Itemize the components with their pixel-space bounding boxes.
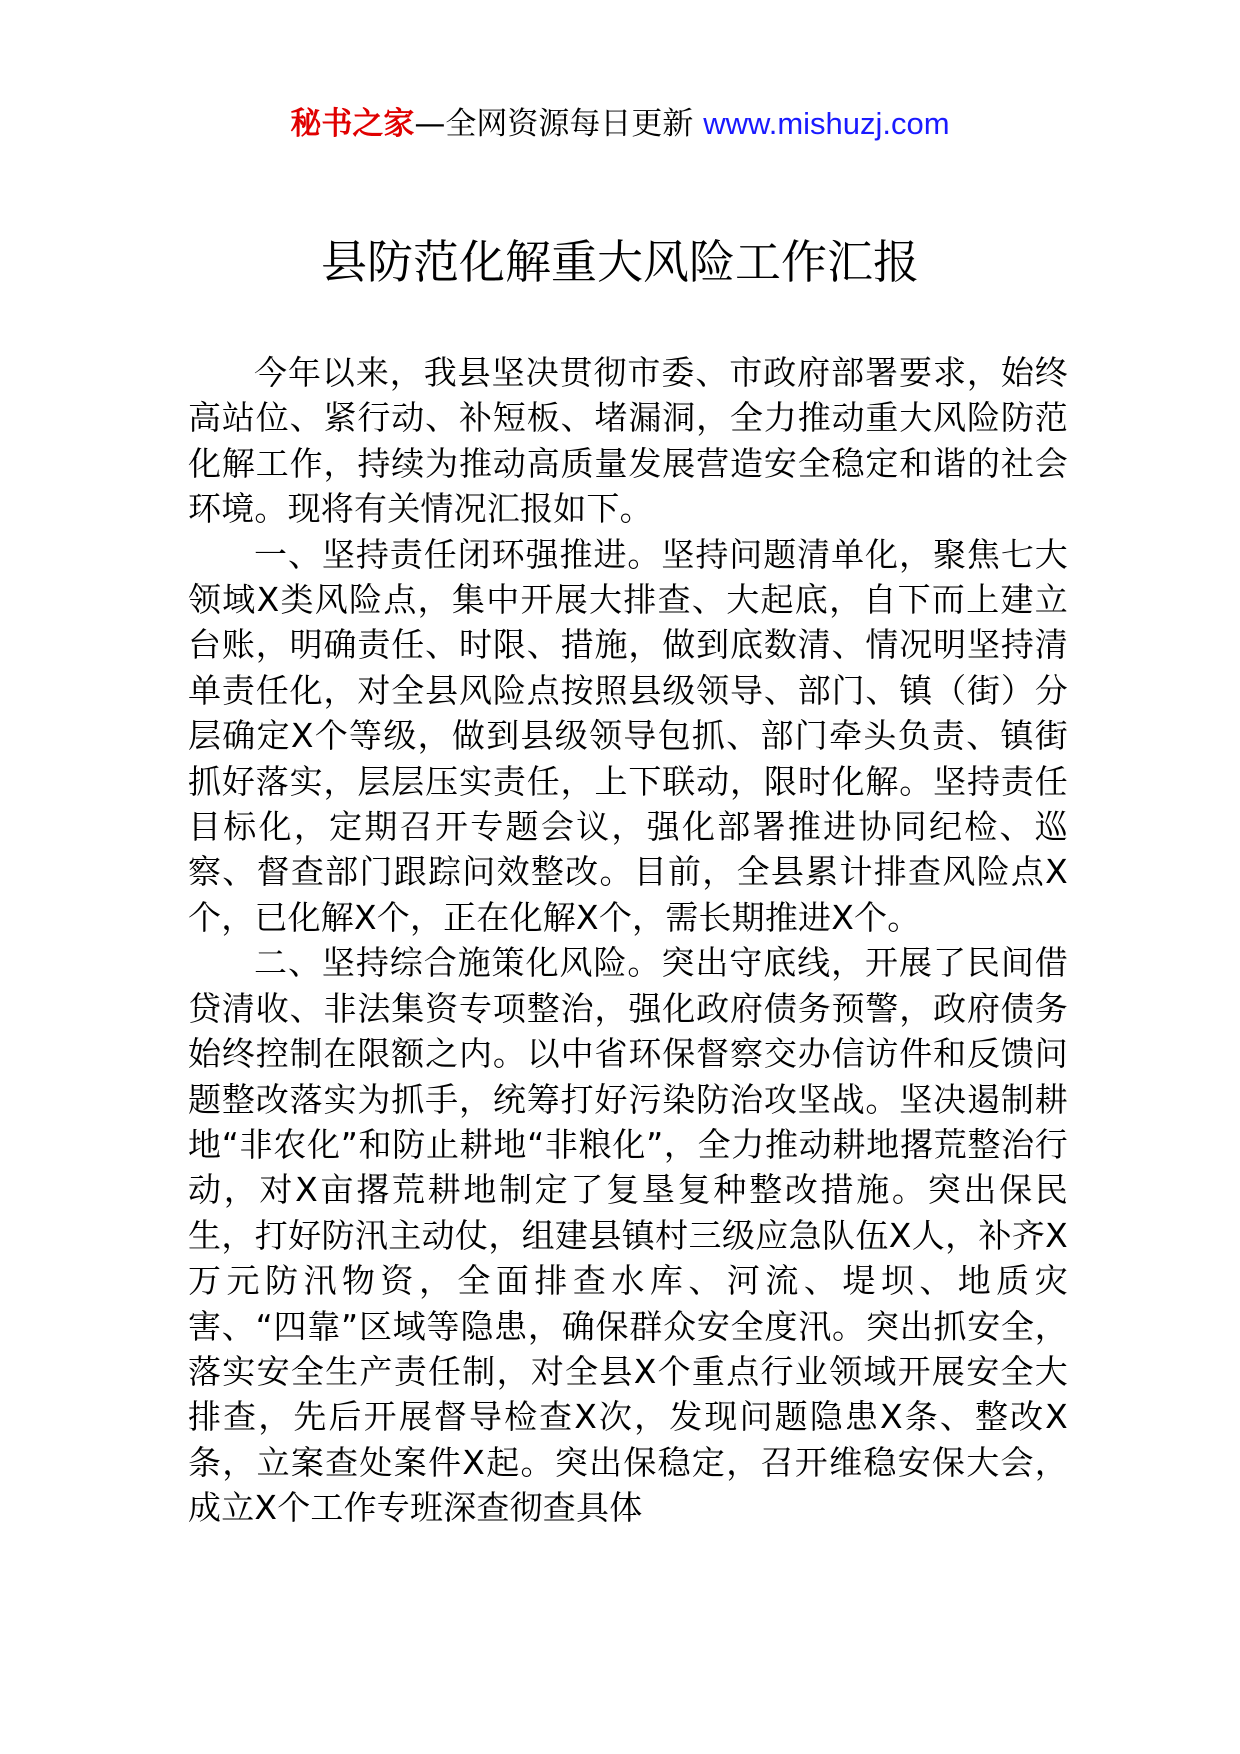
- document-title: 县防范化解重大风险工作汇报: [321, 235, 919, 289]
- site-banner: [0, 104, 1240, 144]
- site-name: 秘书之家: [290, 106, 415, 142]
- site-tagline: —全网资源每日更新: [414, 106, 704, 142]
- paragraph-intro: 今年以来，我县坚决贯彻市委、市政府部署要求，始终高站位、紧行动、补短板、堵漏洞，全力推动重大风险防范化解工作，持续为推动高质量发展营造安全稳定和谐的社会环境。现将有关情况汇报如下。: [188, 353, 1068, 529]
- paragraph-section-2: 二、坚持综合施策化风险。突出守底线，开展了民间借贷清收、非法集资专项整治，强化政府债务预警，政府债务始终控制在限额之内。以中省环保督察交办信访件和反馈问题整改落实为抓手，统筹打好污染防治攻坚战。坚决遏制耕地“非农化”和防止耕地“非粮化”，全力推动耕地撂荒整治行动，对X亩撂荒耕地制定了复垦复种整改措施。突出保民生，打好防汛主动仗，组建县镇村三级应急队伍X人，补齐X万元防汛物资，全面排查水库、河流、堤坝、地质灾害、“四靠”区域等隐患，确保群众安全度汛。突出抓安全，落实安全生产责任制，对全县X个重点行业领域开展安全大排查，先后开展督导检查X次，发现问题隐患X条、整改X条，立案查处案件X起。突出保稳定，召开维稳安保大会，成立X个工作专班深查彻查具体: [188, 943, 1068, 1528]
- site-url-link[interactable]: www.mishuzj.com: [703, 106, 950, 141]
- document-body: [188, 350, 1068, 1531]
- paragraph-section-1: 一、坚持责任闭环强推进。坚持问题清单化，聚焦七大领域X类风险点，集中开展大排查、大起底，自下而上建立台账，明确责任、时限、措施，做到底数清、情况明坚持清单责任化，对全县风险点按照县级领导、部门、镇（街）分层确定X个等级，做到县级领导包抓、部门牵头负责、镇街抓好落实，层层压实责任，上下联动，限时化解。坚持责任目标化，定期召开专题会议，强化部署推进协同纪检、巡察、督查部门跟踪问效整改。目前，全县累计排查风险点X个，已化解X个，正在化解X个，需长期推进X个。: [188, 534, 1068, 937]
